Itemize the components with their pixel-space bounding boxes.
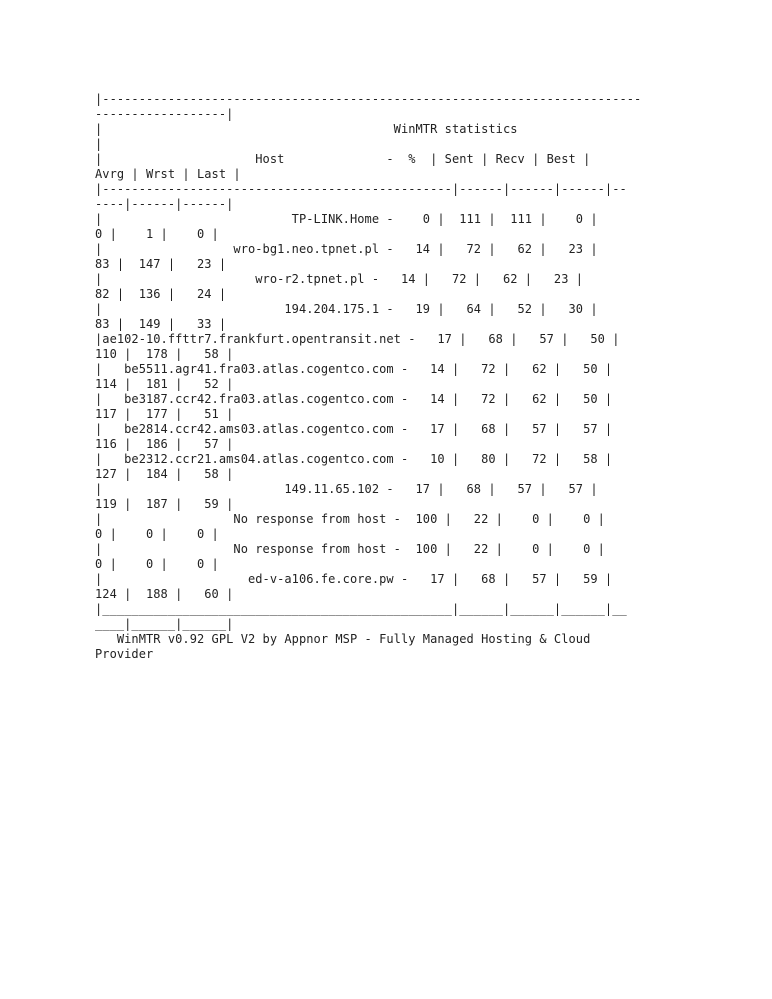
hop-row-continued: 114 | 181 | 52 | bbox=[95, 377, 234, 391]
hop-row: | be2312.ccr21.ams04.atlas.cogentco.com - 10 | 80 | 72 | 58 | bbox=[95, 452, 613, 466]
hop-row-continued: 0 | 0 | 0 | bbox=[95, 557, 219, 571]
hop-row-continued: 127 | 184 | 58 | bbox=[95, 467, 234, 481]
hop-row-continued: 0 | 1 | 0 | bbox=[95, 227, 219, 241]
separator-line: ----|------|------| bbox=[95, 197, 234, 211]
report-line: | bbox=[95, 137, 103, 151]
hop-row: | be2814.ccr42.ams03.atlas.cogentco.com - 17 | 68 | 57 | 57 | bbox=[95, 422, 613, 436]
hop-row-continued: 116 | 186 | 57 | bbox=[95, 437, 234, 451]
hop-row: | wro-r2.tpnet.pl - 14 | 72 | 62 | 23 | bbox=[95, 272, 584, 286]
hop-row: | 194.204.175.1 - 19 | 64 | 52 | 30 | bbox=[95, 302, 598, 316]
column-header-line: | Host - % | Sent | Recv | Best | bbox=[95, 152, 591, 166]
hop-row: | No response from host - 100 | 22 | 0 | 0 | bbox=[95, 542, 605, 556]
hop-row: | wro-bg1.neo.tpnet.pl - 14 | 72 | 62 | 23 | bbox=[95, 242, 598, 256]
footer-line: WinMTR v0.92 GPL V2 by Appnor MSP - Fully Managed Hosting & Cloud bbox=[95, 632, 591, 646]
hop-row-continued: 83 | 149 | 33 | bbox=[95, 317, 227, 331]
hop-row: | be3187.ccr42.fra03.atlas.cogentco.com - 14 | 72 | 62 | 50 | bbox=[95, 392, 613, 406]
hop-row-continued: 0 | 0 | 0 | bbox=[95, 527, 219, 541]
hop-row-continued: 117 | 177 | 51 | bbox=[95, 407, 234, 421]
hop-row-continued: 110 | 178 | 58 | bbox=[95, 347, 234, 361]
hop-row: | TP-LINK.Home - 0 | 111 | 111 | 0 | bbox=[95, 212, 598, 226]
separator-line: |------------------------------------------------|------|------|------|-- bbox=[95, 182, 627, 196]
table-bottom-line: |________________________________________________|______|______|______|__ bbox=[95, 602, 627, 616]
hop-row: | ed-v-a106.fe.core.pw - 17 | 68 | 57 | 59 | bbox=[95, 572, 613, 586]
hop-row-continued: 82 | 136 | 24 | bbox=[95, 287, 227, 301]
table-bottom-line: ____|______|______| bbox=[95, 617, 234, 631]
report-line: ------------------| bbox=[95, 107, 234, 121]
column-header-line: Avrg | Wrst | Last | bbox=[95, 167, 241, 181]
footer-line: Provider bbox=[95, 647, 154, 661]
hop-row: |ae102-10.ffttr7.frankfurt.opentransit.net - 17 | 68 | 57 | 50 | bbox=[95, 332, 620, 346]
hop-row-continued: 124 | 188 | 60 | bbox=[95, 587, 234, 601]
hop-row: | be5511.agr41.fra03.atlas.cogentco.com - 14 | 72 | 62 | 50 | bbox=[95, 362, 613, 376]
winmtr-report bbox=[95, 92, 641, 662]
hop-row: | No response from host - 100 | 22 | 0 | 0 | bbox=[95, 512, 605, 526]
hop-row-continued: 119 | 187 | 59 | bbox=[95, 497, 234, 511]
report-line: |-------------------------------------------------------------------------- bbox=[95, 92, 642, 106]
report-title-line: | WinMTR statistics bbox=[95, 122, 518, 136]
hop-row-continued: 83 | 147 | 23 | bbox=[95, 257, 227, 271]
hop-row: | 149.11.65.102 - 17 | 68 | 57 | 57 | bbox=[95, 482, 598, 496]
